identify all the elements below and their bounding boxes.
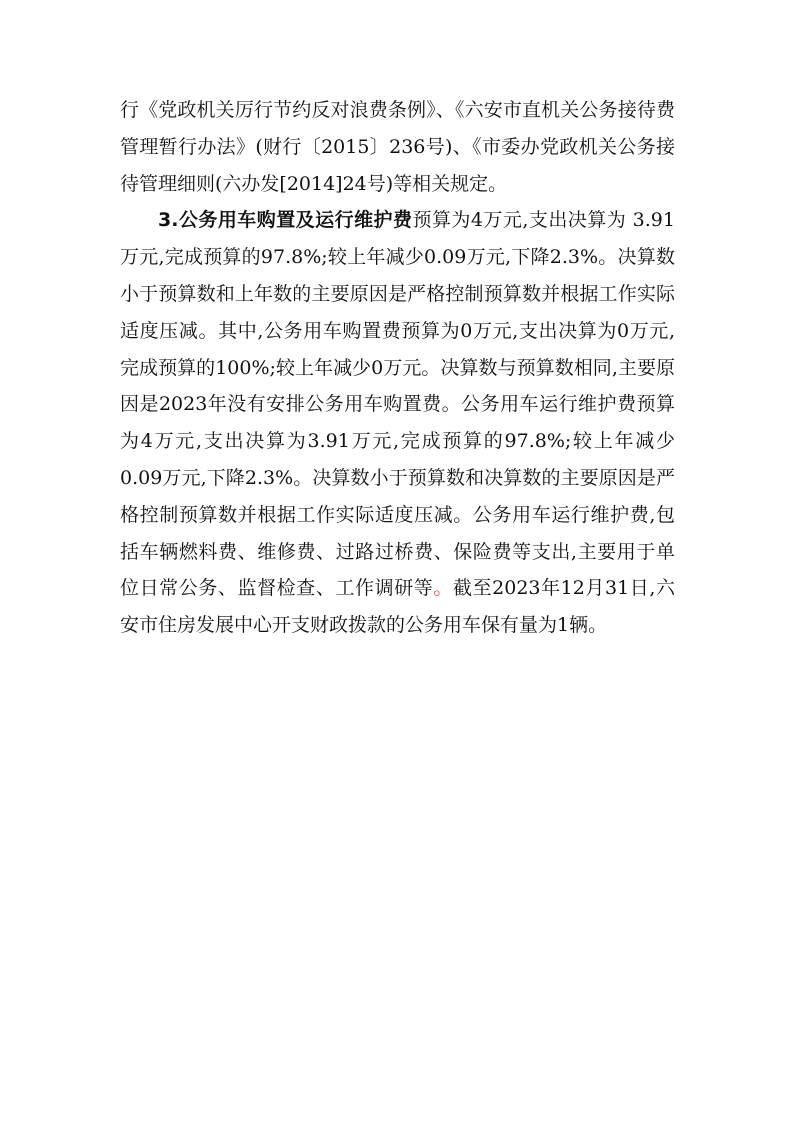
paragraph-vehicle-expenses — [120, 202, 675, 644]
paragraph-text: 行《党政机关厉行节约反对浪费条例》、《六安市直机关公务接待费管理暂行办法》(财行〔2015〕236号)、《市委办党政机关公务接待管理细则(六办发[2014]24号)等相关规定。 — [120, 99, 675, 195]
paragraph-reception-regulations — [120, 92, 675, 202]
section-heading: 3.公务用车购置及运行维护费 — [158, 209, 413, 232]
paragraph-text: 预算为4万元,支出决算为 3.91万元,完成预算的97.8%;较上年减少0.09万元,下降2.3%。决算数小于预算数和上年数的主要原因是严格控制预算数并根据工作实际适度压减。其中,公务用车购置费预算为0万元,支出决算为0万元,完成预算的100%;较上年减少0万元。决算数与预算数相同,主要原因是2023年没有安排公务用车购置费。公务用车运行维护费预算为4万元,支出决算为3.91万元,完成预算的97.8%;较上年减少0.09万元,下降2.3%。决算数小于预算数和决算数的主要原因是严格控制预算数并根据工作实际适度压减。公务用车运行维护费,包括车辆燃料费、维修费、过路过桥费、保险费等支出,主要用于单位日常公务、监督检查、工作调研等 — [120, 209, 675, 600]
document-body — [120, 92, 675, 644]
red-punctuation-mark: 。 — [433, 577, 453, 600]
paragraph-text-tail: 截至2023年12月31日,六安市住房发展中心开支财政拨款的公务用车保有量为1辆。 — [120, 577, 675, 637]
